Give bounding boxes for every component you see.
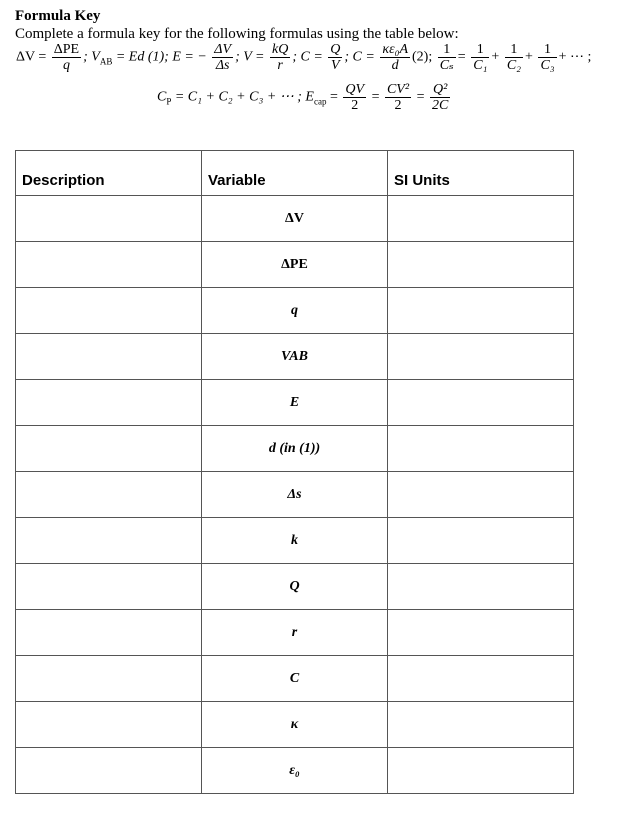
q-numerator: Q <box>330 42 341 57</box>
si-units-cell[interactable] <box>388 196 574 242</box>
variable-label: κ <box>290 716 299 732</box>
one-1: 1 <box>438 42 456 58</box>
si-units-cell[interactable] <box>388 426 574 472</box>
c-eq: ; C = <box>292 49 323 65</box>
variable-cell <box>202 748 388 794</box>
two-1: 2 <box>351 98 359 113</box>
table-row <box>16 656 574 702</box>
description-cell[interactable] <box>16 610 202 656</box>
description-cell[interactable] <box>16 288 202 334</box>
cs-denominator: Cₛ <box>439 58 454 73</box>
variable-label: k <box>291 532 298 548</box>
description-cell[interactable] <box>16 242 202 288</box>
cp-label: C <box>157 89 167 105</box>
eq-two: (2); <box>412 49 433 65</box>
variable-cell <box>202 288 388 334</box>
q2-numerator: Q² <box>430 82 450 98</box>
header-description: Description <box>16 151 202 196</box>
description-cell[interactable] <box>16 472 202 518</box>
table-row <box>16 472 574 518</box>
c1-denominator: C₁ <box>473 58 488 73</box>
description-cell[interactable] <box>16 564 202 610</box>
twoc-denominator: 2C <box>431 98 449 113</box>
variable-cell <box>202 196 388 242</box>
cap-subscript: cap <box>313 96 327 107</box>
description-cell[interactable] <box>16 196 202 242</box>
variable-label: d (in (1)) <box>268 440 321 456</box>
page-title: Formula Key <box>15 8 101 24</box>
table-row <box>16 380 574 426</box>
variable-cell <box>202 702 388 748</box>
ds-denominator: Δs <box>215 58 230 73</box>
c2-eq: ; C = <box>344 49 375 65</box>
description-cell[interactable] <box>16 702 202 748</box>
si-units-cell[interactable] <box>388 702 574 748</box>
table-row <box>16 242 574 288</box>
ab-subscript: AB <box>99 56 113 67</box>
c2-denominator: C₂ <box>506 58 522 73</box>
variable-label: E <box>289 394 300 410</box>
plus-2: + <box>525 49 533 65</box>
table-row <box>16 702 574 748</box>
si-units-cell[interactable] <box>388 610 574 656</box>
v-eq: ; V = <box>235 49 265 65</box>
table-row <box>16 426 574 472</box>
eq-1: = <box>326 89 338 105</box>
variable-cell <box>202 564 388 610</box>
cp-sum: = C₁ + C₂ + C₃ + ⋯ ; E <box>171 89 314 105</box>
cv2-numerator: CV² <box>386 82 410 97</box>
eq-sign: = <box>457 49 466 65</box>
si-units-cell[interactable] <box>388 748 574 794</box>
si-units-cell[interactable] <box>388 518 574 564</box>
si-units-cell[interactable] <box>388 656 574 702</box>
variable-label: VAB <box>281 348 308 364</box>
variable-label: ε₀ <box>289 762 300 778</box>
variable-cell <box>202 426 388 472</box>
dv-label: ΔV = <box>16 49 47 65</box>
variable-cell <box>202 472 388 518</box>
table-row <box>16 334 574 380</box>
si-units-cell[interactable] <box>388 380 574 426</box>
dpe-numerator: ΔPE <box>53 42 80 57</box>
v-denominator: V <box>331 58 340 73</box>
qv-numerator: QV <box>345 82 365 97</box>
plus-1: + <box>491 49 500 65</box>
variable-cell <box>202 380 388 426</box>
kea-numerator: κε₀A <box>382 42 408 57</box>
one-3: 1 <box>505 42 523 58</box>
description-cell[interactable] <box>16 380 202 426</box>
table-row <box>16 196 574 242</box>
variable-label: ΔPE <box>281 256 308 272</box>
variable-label: q <box>291 302 298 318</box>
header-si-units: SI Units <box>388 151 574 196</box>
si-units-cell[interactable] <box>388 242 574 288</box>
header-variable: Variable <box>202 151 388 196</box>
q-denominator: q <box>62 58 70 73</box>
variable-label: ΔV <box>285 210 304 226</box>
p-subscript: P <box>166 96 172 107</box>
formula-key-table <box>15 150 574 794</box>
instructions: Complete a formula key for the following formulas using the table below: <box>15 26 459 42</box>
eq-3: = <box>413 89 425 105</box>
description-cell[interactable] <box>16 426 202 472</box>
r-denominator: r <box>277 58 283 73</box>
dv-numerator: ΔV <box>214 42 232 57</box>
variable-cell <box>202 518 388 564</box>
variable-label: r <box>291 624 298 640</box>
table-row <box>16 288 574 334</box>
vab-label: ; V <box>83 49 100 65</box>
variable-label: C <box>289 670 300 686</box>
eq-2: = <box>368 89 380 105</box>
description-cell[interactable] <box>16 656 202 702</box>
variable-cell <box>202 656 388 702</box>
table-row <box>16 564 574 610</box>
kq-numerator: kQ <box>271 42 289 57</box>
variable-cell <box>202 242 388 288</box>
two-2: 2 <box>394 98 402 113</box>
c3-denominator: C₃ <box>540 58 555 73</box>
variable-label: Δs <box>287 486 302 502</box>
variable-label: Q <box>289 578 300 594</box>
description-cell[interactable] <box>16 748 202 794</box>
variable-cell <box>202 334 388 380</box>
one-2: 1 <box>471 42 489 58</box>
description-cell[interactable] <box>16 334 202 380</box>
description-cell[interactable] <box>16 518 202 564</box>
si-units-cell[interactable] <box>388 288 574 334</box>
ed-text: = Ed (1); E = − <box>112 49 207 65</box>
table-row <box>16 748 574 794</box>
table-row <box>16 518 574 564</box>
si-units-cell[interactable] <box>388 334 574 380</box>
table-row <box>16 610 574 656</box>
formula-line-2 <box>157 82 452 113</box>
formula-line-1 <box>16 42 591 73</box>
si-units-cell[interactable] <box>388 564 574 610</box>
header-row <box>16 151 574 196</box>
one-4: 1 <box>538 42 556 58</box>
si-units-cell[interactable] <box>388 472 574 518</box>
variable-cell <box>202 610 388 656</box>
tail: + ⋯ ; <box>558 49 592 65</box>
d-denominator: d <box>391 58 399 73</box>
